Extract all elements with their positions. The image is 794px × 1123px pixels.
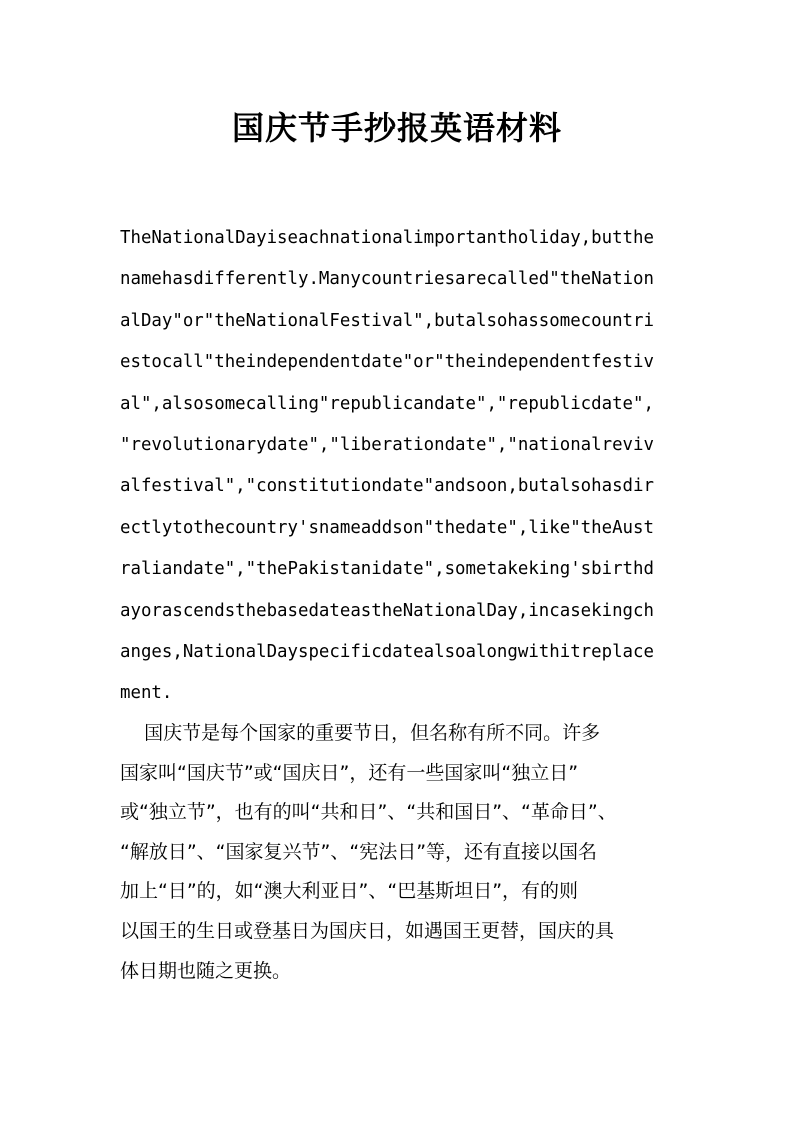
english-line: ayorascendsthebasedateastheNationalDay,incasekingch — [120, 600, 654, 621]
english-line: alDay"or"theNationalFestival",butalsohassomecountri — [120, 310, 654, 331]
english-line: anges,NationalDayspecificdatealsoalongwithitreplace — [120, 641, 654, 662]
chinese-line: 以国王的生日或登基日为国庆日，如遇国王更替，国庆的具 — [120, 919, 615, 942]
english-line: TheNationalDayiseachnationalimportantholiday,butthe — [120, 228, 654, 248]
document-title: 国庆节手抄报英语材料 — [231, 109, 562, 147]
chinese-line: “解放日”、“国家复兴节”、“宪法日”等，还有直接以国名 — [120, 840, 598, 863]
english-line: ectlytothecountry'snameaddson"thedate",like"theAust — [120, 517, 654, 538]
english-line: ment. — [120, 683, 173, 704]
chinese-line: 加上“日”的，如“澳大利亚日”、“巴基斯坦日”，有的则 — [120, 880, 579, 903]
english-line: alfestival","constitutiondate"andsoon,butalsohasdir — [120, 476, 654, 497]
english-paragraph — [120, 218, 680, 715]
chinese-line: 体日期也随之更换。 — [120, 959, 292, 982]
chinese-line: 国家叫“国庆节”或“国庆日”，还有一些国家叫“独立日” — [120, 761, 579, 784]
english-line: al",alsosomecalling"republicandate","republicdate", — [120, 393, 654, 414]
english-line: raliandate","thePakistanidate",sometakeking'sbirthd — [120, 559, 654, 580]
chinese-paragraph — [120, 714, 710, 991]
english-line: "revolutionarydate","liberationdate","nationalreviv — [120, 434, 654, 455]
english-line: namehasdifferently.Manycountriesarecalled"theNation — [120, 269, 654, 290]
english-line: estocall"theindependentdate"or"theindependentfestiv — [120, 352, 654, 373]
chinese-line: 国庆节是每个国家的重要节日，但名称有所不同。许多 — [120, 722, 601, 744]
chinese-line: 或“独立节”，也有的叫“共和日”、“共和国日”、“革命日”、 — [120, 801, 617, 824]
